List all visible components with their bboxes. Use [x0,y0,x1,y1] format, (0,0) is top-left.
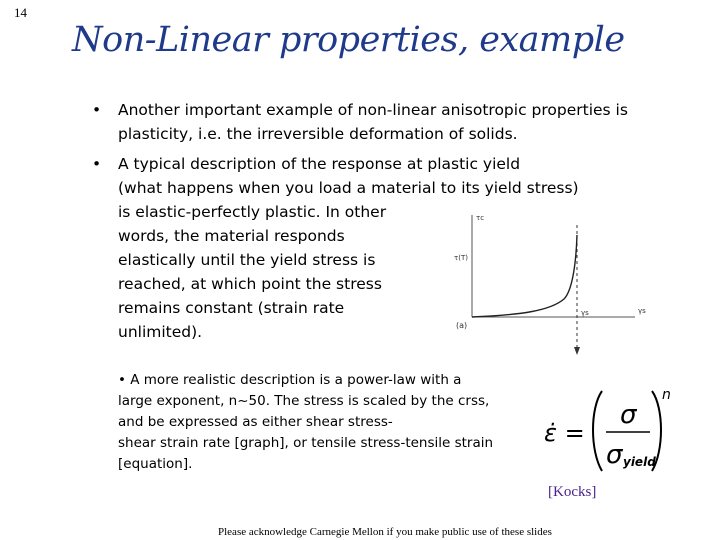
equation-denominator: σ [606,440,623,470]
bullet-line: remains constant (strain rate [118,299,345,317]
stress-strain-rate-graph [440,205,660,360]
equation-exponent: n [662,387,671,403]
equation-subscript: yield [623,455,656,469]
footer-note: Please acknowledge Carnegie Mellon if you make public use of these slides [218,526,552,538]
bullet-line: (what happens when you load a material to its yield stress) [118,179,579,197]
bullet-line: unlimited). [118,323,203,341]
bullet-marker: • [92,101,102,119]
equation-numerator: σ [620,400,637,430]
equation-lhs: ε̇ = [544,419,585,447]
panel-label: (a) [456,321,468,330]
bullet-line: A typical description of the response at plastic yield [118,155,521,173]
x-axis-label: γs [638,307,646,315]
bullet-power-law [118,370,528,475]
left-paren [593,391,602,471]
bullet-line: is elastic-perfectly plastic. In other [118,203,387,221]
slide-title: Non-Linear properties, example [72,20,625,60]
bullet-line: [equation]. [118,456,193,472]
bullet-plasticity [92,98,678,146]
power-law-equation [540,383,680,478]
x-marker-label: γs [581,309,589,317]
arrowhead [574,347,580,355]
bullet-marker: • [92,155,102,173]
citation: [Kocks] [548,484,597,500]
bullet-line: elastically until the yield stress is [118,251,376,269]
bullet-line: shear strain rate [graph], or tensile stress-tensile strain [118,435,494,451]
bullet-line: large exponent, n~50. The stress is scaled by the crss, [118,393,490,409]
bullet-line: Another important example of non-linear anisotropic properties is [118,101,628,119]
tau-label: τ(T) [454,254,468,262]
bullet-line: plasticity, i.e. the irreversible deformation of solids. [118,125,518,143]
y-axis-label: τc [476,214,485,222]
bullet-line: reached, at which point the stress [118,275,382,293]
bullet-line: • A more realistic description is a power-law with a [118,372,462,388]
slide-number: 14 [14,5,27,20]
bullet-line: and be expressed as either shear stress- [118,414,393,430]
power-law-curve [472,235,577,317]
bullet-line: words, the material responds [118,227,345,245]
